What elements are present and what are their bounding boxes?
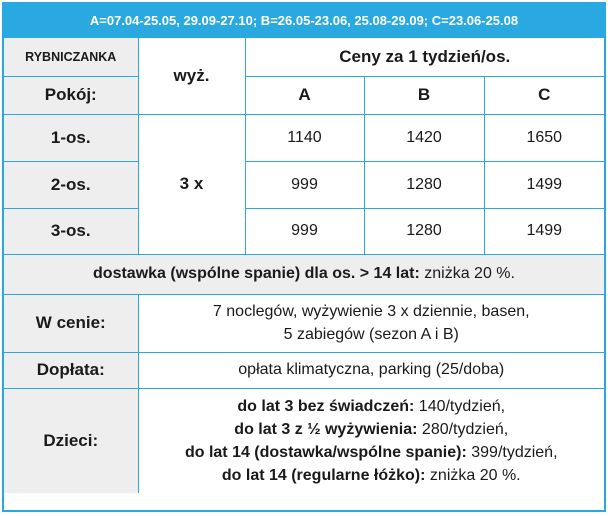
included-row: [4, 294, 604, 352]
surcharge-row: [4, 352, 604, 388]
price-cell: 1280: [364, 208, 484, 254]
price-table: [4, 38, 604, 493]
price-cell: 1420: [364, 114, 484, 161]
children-line: [139, 395, 605, 418]
price-cell: 1280: [364, 161, 484, 208]
children-line: [139, 441, 605, 464]
price-cell: 1650: [484, 114, 604, 161]
children-line: [139, 418, 605, 441]
extra-bed-note: [4, 254, 604, 294]
hotel-name: RYBNICZANKA: [4, 38, 138, 76]
children-value: [138, 388, 604, 493]
children-price: 399/tydzień,: [466, 443, 558, 461]
board-value: 3 x: [138, 114, 245, 254]
children-line: [139, 464, 605, 487]
room-row: [4, 114, 604, 161]
children-price: zniżka 20 %.: [425, 466, 521, 484]
children-row: [4, 388, 604, 493]
extra-bed-discount: zniżka 20 %.: [419, 265, 515, 282]
price-cell: 1499: [484, 208, 604, 254]
price-cell: 1140: [245, 114, 364, 161]
price-cell: 999: [245, 161, 364, 208]
room-row: [4, 161, 604, 208]
room-label: 2-os.: [4, 161, 138, 208]
surcharge-value: opłata klimatyczna, parking (25/doba): [138, 352, 604, 388]
children-label: Dzieci:: [4, 388, 138, 493]
price-cell: 999: [245, 208, 364, 254]
children-condition: do lat 14 (dostawka/wspólne spanie):: [184, 443, 467, 461]
season-b-header: B: [364, 76, 484, 114]
children-price: 280/tydzień,: [417, 420, 509, 438]
header-row-2: [4, 76, 604, 114]
season-dates-banner: A=07.04-25.05, 29.09-27.10; B=26.05-23.06, 25.08-29.09; C=23.06-25.08: [4, 4, 604, 38]
surcharge-label: Dopłata:: [4, 352, 138, 388]
included-value: [138, 294, 604, 352]
extra-bed-condition: dostawka (wspólne spanie) dla os. > 14 lat:: [93, 265, 420, 282]
season-c-header: C: [484, 76, 604, 114]
board-header: wyż.: [138, 38, 245, 114]
room-label: 1-os.: [4, 114, 138, 161]
season-a-header: A: [245, 76, 364, 114]
extra-bed-row: [4, 254, 604, 294]
children-condition: do lat 3 bez świadczeń:: [237, 397, 415, 415]
included-line: 7 noclegów, wyżywienie 3 x dziennie, basen,: [212, 303, 530, 320]
included-label: W cenie:: [4, 294, 138, 352]
price-table-card: [2, 2, 606, 512]
room-row: [4, 208, 604, 254]
price-title: Ceny za 1 tydzień/os.: [245, 38, 604, 76]
room-header: Pokój:: [4, 76, 138, 114]
children-price: 140/tydzień,: [414, 397, 506, 415]
room-label: 3-os.: [4, 208, 138, 254]
header-row-1: [4, 38, 604, 76]
included-line: 5 zabiegów (sezon A i B): [283, 326, 459, 343]
price-cell: 1499: [484, 161, 604, 208]
children-condition: do lat 14 (regularne łóżko):: [221, 466, 426, 484]
children-condition: do lat 3 z ½ wyżywienia:: [234, 420, 418, 438]
